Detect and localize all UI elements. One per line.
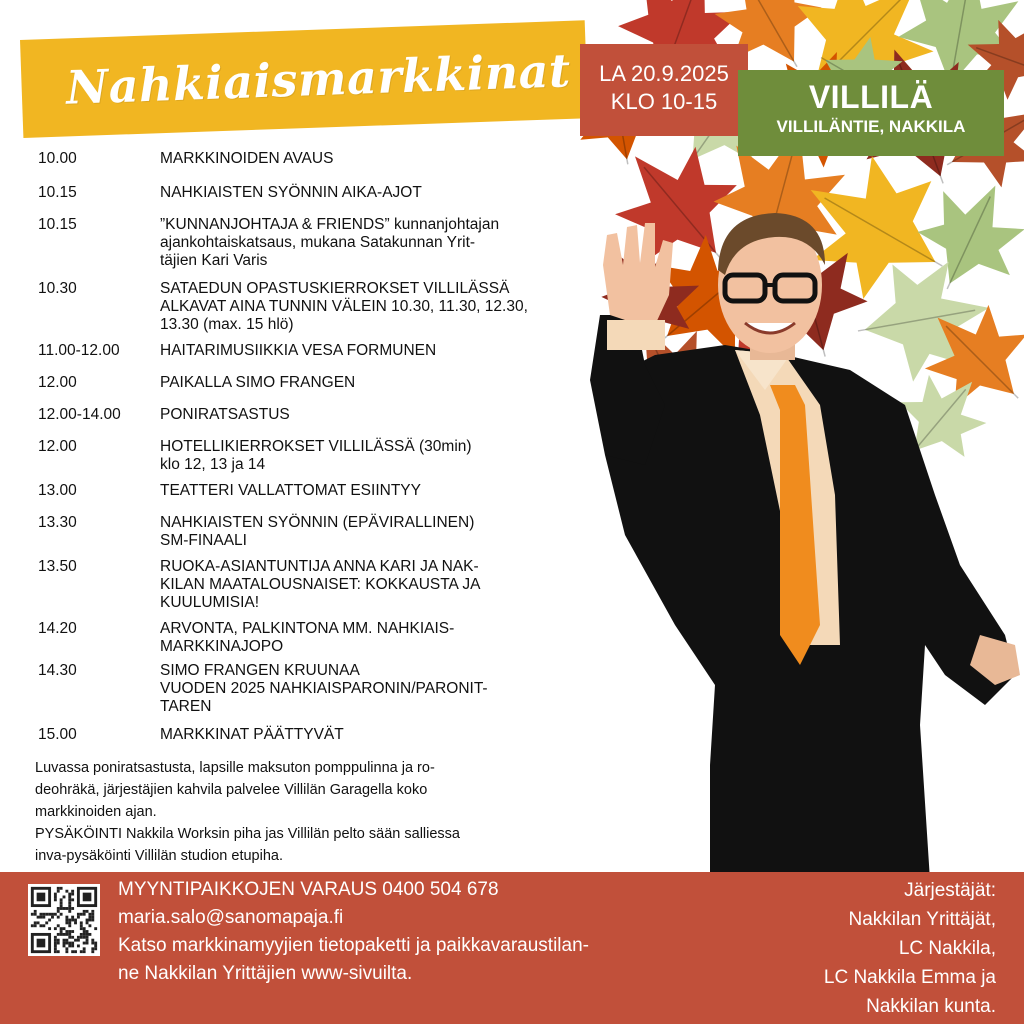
- event-date: LA 20.9.2025: [599, 61, 729, 86]
- schedule-description-line: KILAN MAATALOUSNAISET: KOKKAUSTA JA: [160, 576, 481, 593]
- schedule-description: [160, 482, 570, 500]
- organizer-item: Nakkilan kunta.: [866, 996, 996, 1017]
- info-line: ne Nakkilan Yrittäjien www-sivuilta.: [118, 963, 413, 984]
- date-box: [580, 44, 748, 136]
- schedule-description-line: VUODEN 2025 NAHKIAISPARONIN/PARONIT-: [160, 680, 488, 697]
- schedule-description-line: HAITARIMUSIIKKIA VESA FORMUNEN: [160, 342, 437, 359]
- schedule-description-line: MARKKINAT PÄÄTTYVÄT: [160, 726, 344, 743]
- schedule-description-line: ARVONTA, PALKINTONA MM. NAHKIAIS-: [160, 620, 455, 637]
- schedule-description-line: NAHKIAISTEN SYÖNNIN (EPÄVIRALLINEN): [160, 514, 475, 531]
- schedule-description: [160, 150, 570, 168]
- schedule-time: 10.15: [38, 184, 77, 201]
- schedule-description-line: SATAEDUN OPASTUSKIERROKSET VILLILÄSSÄ: [160, 280, 510, 297]
- schedule-time: 14.30: [38, 662, 77, 679]
- schedule-description-line: ajankohtaiskatsaus, mukana Satakunnan Yrit-: [160, 234, 476, 251]
- schedule-description: [160, 514, 570, 550]
- schedule-description-line: HOTELLIKIERROKSET VILLILÄSSÄ (30min): [160, 438, 472, 455]
- waving-man-photo: [585, 205, 1024, 880]
- schedule-description-line: MARKKINAJOPO: [160, 638, 284, 655]
- place-box: [738, 70, 1004, 156]
- schedule-description: [160, 374, 570, 392]
- place-name: VILLILÄ: [808, 79, 934, 115]
- organizer-item: Nakkilan Yrittäjät,: [848, 909, 996, 930]
- bottom-info-bar: [0, 872, 1024, 1024]
- event-notes: [35, 757, 595, 867]
- schedule-description-line: SIMO FRANGEN KRUUNAA: [160, 662, 360, 679]
- schedule-description-line: RUOKA-ASIANTUNTIJA ANNA KARI JA NAK-: [160, 558, 479, 575]
- schedule-time: 13.50: [38, 558, 77, 575]
- schedule-time: 11.00-12.00: [38, 342, 120, 359]
- organizers-heading: Järjestäjät:: [904, 880, 996, 901]
- schedule-description-line: TAREN: [160, 698, 212, 715]
- booking-email: maria.salo@sanomapaja.fi: [118, 907, 344, 928]
- schedule-description: [160, 726, 570, 744]
- schedule-time: 12.00: [38, 374, 77, 391]
- schedule-description-line: KUULUMISIA!: [160, 594, 260, 611]
- schedule-description: [160, 558, 570, 612]
- schedule-description-line: klo 12, 13 ja 14: [160, 456, 266, 473]
- organizers: [824, 876, 996, 1021]
- info-line: Katso markkinamyyjien tietopaketti ja paikkavaraustilan-: [118, 935, 589, 956]
- schedule-time: 12.00: [38, 438, 77, 455]
- schedule-time: 14.20: [38, 620, 77, 637]
- schedule-description: [160, 280, 570, 334]
- schedule-description-line: ”KUNNANJOHTAJA & FRIENDS” kunnanjohtajan: [160, 216, 500, 233]
- schedule-description: [160, 342, 570, 360]
- schedule-description-line: MARKKINOIDEN AVAUS: [160, 150, 334, 167]
- schedule-description: [160, 662, 570, 716]
- booking-phone: MYYNTIPAIKKOJEN VARAUS 0400 504 678: [118, 879, 499, 900]
- schedule-time: 13.30: [38, 514, 77, 531]
- organizer-item: LC Nakkila,: [898, 938, 996, 959]
- note-line: Luvassa poniratsastusta, lapsille maksuton pomppulinna ja ro-: [35, 760, 435, 776]
- schedule-description-line: täjien Kari Varis: [160, 252, 268, 269]
- contact-info: [118, 876, 638, 988]
- schedule-description-line: TEATTERI VALLATTOMAT ESIINTYY: [160, 482, 421, 499]
- schedule-description: [160, 216, 570, 270]
- schedule-time: 12.00-14.00: [38, 406, 121, 423]
- schedule-description-line: SM-FINAALI: [160, 532, 247, 549]
- note-line: deohräkä, järjestäjien kahvila palvelee Villilän Garagella koko: [35, 782, 428, 798]
- schedule-time: 15.00: [38, 726, 77, 743]
- place-address: VILLILÄNTIE, NAKKILA: [776, 117, 966, 136]
- schedule-description-line: ALKAVAT AINA TUNNIN VÄLEIN 10.30, 11.30, 12.30,: [160, 298, 528, 315]
- note-line: PYSÄKÖINTI Nakkila Worksin piha jas Villilän pelto sään salliessa: [35, 826, 460, 842]
- schedule-time: 10.30: [38, 280, 77, 297]
- schedule-description: [160, 184, 570, 202]
- schedule-description: [160, 438, 570, 474]
- event-hours: KLO 10-15: [610, 89, 718, 114]
- event-title: Nahkiaismarkkinat: [65, 43, 572, 115]
- schedule-description: [160, 406, 570, 424]
- schedule-description: [160, 620, 570, 656]
- note-line: markkinoiden ajan.: [35, 804, 157, 820]
- schedule-description-line: PONIRATSASTUS: [160, 406, 290, 423]
- schedule-description-line: 13.30 (max. 15 hlö): [160, 316, 294, 333]
- schedule-description-line: PAIKALLA SIMO FRANGEN: [160, 374, 356, 391]
- schedule-time: 10.00: [38, 150, 77, 167]
- note-line: inva-pysäköinti Villilän studion etupiha.: [35, 848, 283, 864]
- organizer-item: LC Nakkila Emma ja: [823, 967, 996, 988]
- schedule-time: 13.00: [38, 482, 77, 499]
- schedule-description-line: NAHKIAISTEN SYÖNNIN AIKA-AJOT: [160, 184, 422, 201]
- schedule-time: 10.15: [38, 216, 77, 233]
- qr-code-icon[interactable]: [28, 884, 100, 956]
